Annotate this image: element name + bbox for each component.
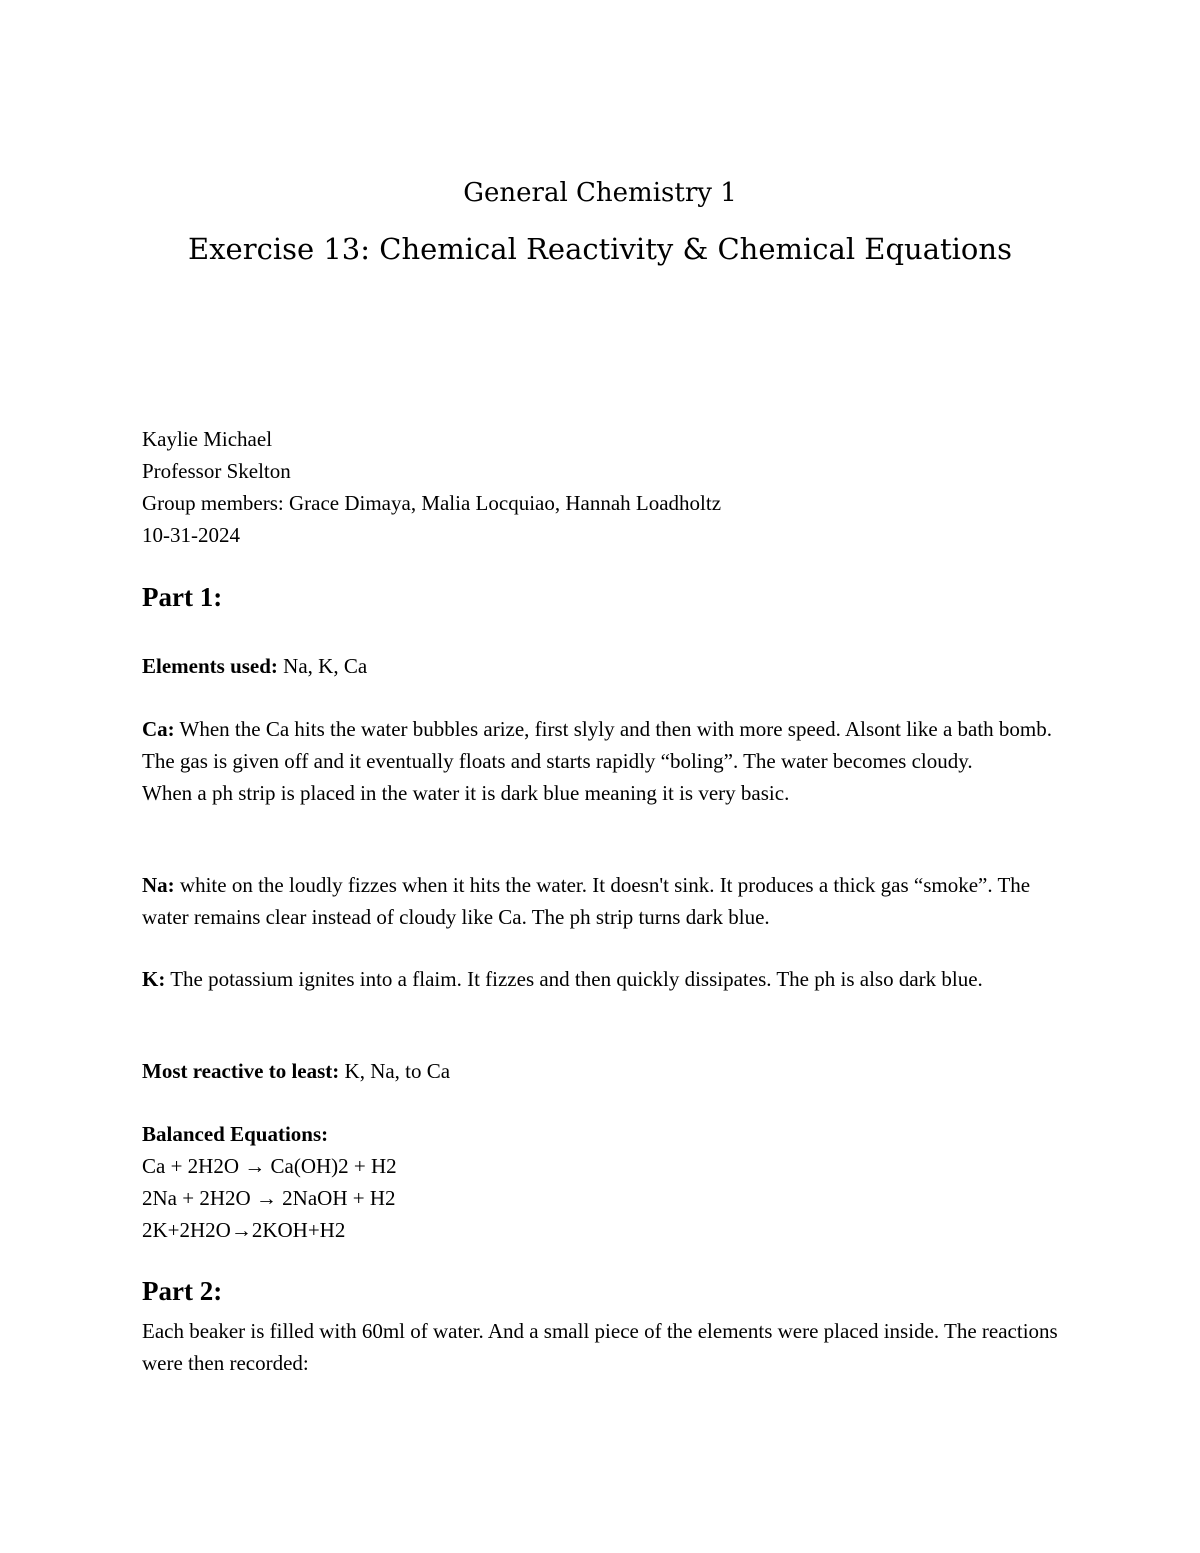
elements-label: Elements used: <box>142 654 278 678</box>
k-text: The potassium ignites into a flaim. It fizzes and then quickly dissipates. The ph is also dark blue. <box>165 967 983 991</box>
reactivity-order <box>142 1055 1062 1087</box>
k-observation <box>142 963 1062 995</box>
reactive-value: K, Na, to Ca <box>339 1059 451 1083</box>
elements-value: Na, K, Ca <box>277 654 368 678</box>
group-members: Group members: Grace Dimaya, Malia Locquiao, Hannah Loadholtz <box>142 491 722 515</box>
part2-heading: Part 2: <box>142 1276 223 1306</box>
part2-text-block <box>142 1315 1062 1379</box>
ca-label: Ca: <box>142 717 175 741</box>
student-name: Kaylie Michael <box>142 427 273 451</box>
equation-ca: Ca + 2H2O → Ca(OH)2 + H2 <box>142 1154 397 1178</box>
equations-label: Balanced Equations: <box>142 1122 329 1146</box>
author-info <box>142 423 1062 551</box>
equation-k: 2K+2H2O→2KOH+H2 <box>142 1218 346 1242</box>
ca-ph: When a ph strip is placed in the water it is dark blue meaning it is very basic. <box>142 781 790 805</box>
na-observation <box>142 869 1062 933</box>
balanced-equations <box>142 1118 1062 1246</box>
course-title: General Chemistry 1 <box>463 178 737 208</box>
na-label: Na: <box>142 873 175 897</box>
elements-used <box>142 650 1062 682</box>
professor-name: Professor Skelton <box>142 459 291 483</box>
k-label: K: <box>142 967 166 991</box>
part1-heading: Part 1: <box>142 582 223 612</box>
part2-text: Each beaker is filled with 60ml of water. And a small piece of the elements were placed inside. The reactions were then recorded: <box>142 1319 1058 1375</box>
na-text: white on the loudly fizzes when it hits the water. It doesn't sink. It produces a thick gas “smoke”. The water remains clear instead of cloudy like Ca. The ph strip turns dark blue. <box>142 873 1031 929</box>
ca-text: When the Ca hits the water bubbles arize, first slyly and then with more speed. Alsont like a bath bomb. The gas is given off and it eventually floats and starts rapidly “boling”. The water becomes cloudy. <box>142 717 1053 773</box>
report-date: 10-31-2024 <box>142 523 240 547</box>
exercise-title: Exercise 13: Chemical Reactivity & Chemical Equations <box>188 232 1012 266</box>
ca-observation <box>142 713 1062 809</box>
equation-na: 2Na + 2H2O → 2NaOH + H2 <box>142 1186 396 1210</box>
reactive-label: Most reactive to least: <box>142 1059 340 1083</box>
